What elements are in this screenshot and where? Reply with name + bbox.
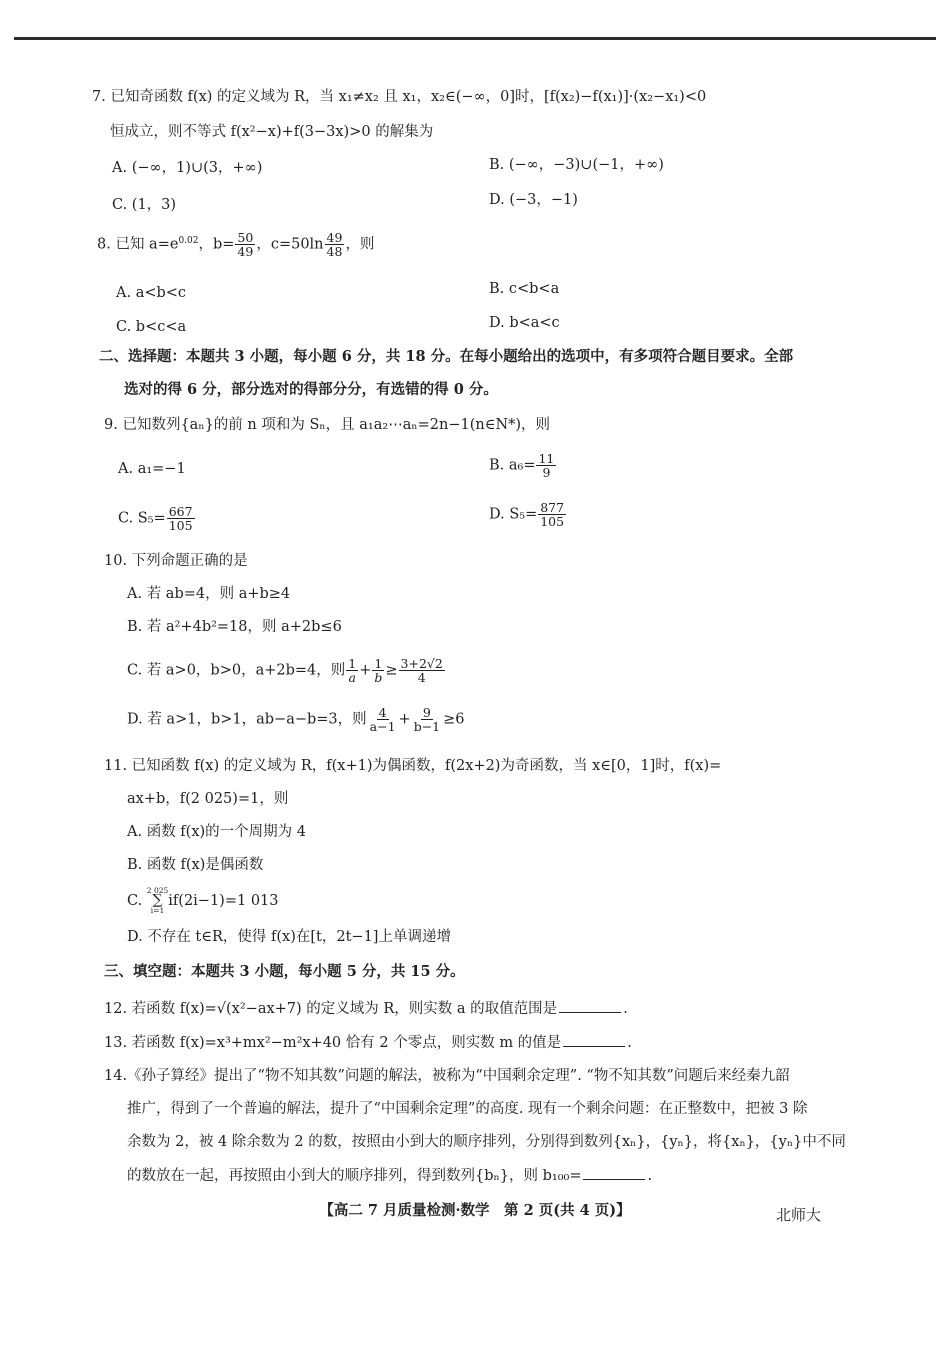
- q9-option-d-numerator: 877: [540, 500, 565, 515]
- q13-stem: [104, 1034, 632, 1052]
- q11-option-c-sigma: ∑: [152, 892, 163, 909]
- q10-option-c-fraction3: [399, 657, 445, 684]
- q10-option-c-plus: +: [359, 662, 372, 679]
- q9-option-b-prefix: B. a₆=: [489, 457, 536, 474]
- q9-option-b-numerator: 11: [538, 451, 555, 466]
- q7-option-b: B. (−∞，−3)∪(−1，+∞): [489, 157, 664, 173]
- q10-option-d-fraction2: [412, 706, 442, 733]
- q10-option-c-fraction2: [372, 657, 384, 684]
- q8-c-denominator: 48: [326, 244, 343, 260]
- q7-option-a: A. (−∞，1)∪(3，+∞): [112, 160, 263, 176]
- q11-option-c-sum-upper: 2 025: [146, 886, 169, 895]
- q11-option-b: B. 函数 f(x)是偶函数: [127, 857, 264, 873]
- q10-option-d-f1-numerator: 4: [378, 705, 387, 720]
- page-footer: 【高二 7 月质量检测·数学 第 2 页(共 4 页)】: [319, 1202, 631, 1219]
- q10-option-c-ge: ≥: [385, 662, 398, 679]
- q7-stem-line1: 7. 已知奇函数 f(x) 的定义域为 R，当 x₁≠x₂ 且 x₁，x₂∈(−∞，0]时，[f(x₂)−f(x₁)]·(x₂−x₁)<0: [92, 89, 707, 105]
- q12-period: .: [623, 1001, 628, 1017]
- q9-option-c: [118, 505, 196, 532]
- q9-stem: 9. 已知数列{aₙ}的前 n 项和为 Sₙ，且 a₁a₂⋯aₙ=2n−1(n∈N*)，则: [104, 417, 551, 433]
- q10-option-d-f2-denominator: b−1: [413, 719, 441, 735]
- q11-option-c-prefix: C.: [127, 892, 147, 909]
- q8-suffix: ，则: [345, 236, 375, 253]
- q10-option-b: B. 若 a²+4b²=18，则 a+2b≤6: [127, 619, 342, 635]
- q13-period: .: [627, 1035, 632, 1051]
- q7-stem-line2: 恒成立，则不等式 f(x²−x)+f(3−3x)>0 的解集为: [110, 124, 434, 140]
- q14-stem-line2: 推广，得到了一个普遍的解法，提升了“中国剩余定理”的高度. 现有一个剩余问题：在正整数中，把被 3 除: [127, 1101, 808, 1117]
- q11-option-c-summation: [147, 887, 168, 915]
- q10-option-c-f3-numerator: 3+2√2: [400, 656, 443, 671]
- q14-stem-line4: [127, 1167, 652, 1185]
- q8-c-fraction: [325, 231, 345, 258]
- q10-option-c-f1-numerator: 1: [348, 656, 357, 671]
- q9-option-d-denominator: 105: [540, 514, 565, 530]
- q12-answer-blank[interactable]: [559, 1000, 621, 1013]
- q10-option-d-plus: +: [398, 711, 411, 728]
- q11-option-c: [127, 887, 279, 915]
- q10-option-d-tail: ≥6: [443, 711, 465, 728]
- q7-option-d: D. (−3，−1): [489, 192, 578, 208]
- q8-option-c: C. b<c<a: [116, 319, 187, 335]
- q14-stem-line3: 余数为 2，被 4 除余数为 2 的数，按照由小到大的顺序排列，分别得到数列{xₙ}，{yₙ}，将{xₙ}，{yₙ}中不同: [127, 1134, 846, 1150]
- q9-option-c-prefix: C. S₅=: [118, 510, 166, 527]
- q8-prefix: 8. 已知 a=e: [97, 236, 179, 253]
- q8-exponent: 0.02: [178, 235, 199, 246]
- top-border-line: [14, 37, 936, 40]
- q8-option-d: D. b<a<c: [489, 315, 560, 331]
- q8-b-denominator: 49: [237, 244, 254, 260]
- q9-option-d-fraction: [538, 501, 566, 528]
- q12-text: 12. 若函数 f(x)=√(x²−ax+7) 的定义域为 R，则实数 a 的取值范围是: [104, 1001, 558, 1017]
- q11-option-d: D. 不存在 t∈R，使得 f(x)在[t，2t−1]上单调递增: [127, 929, 451, 945]
- q11-option-c-rest: if(2i−1)=1 013: [168, 892, 279, 909]
- q10-option-d: [127, 706, 465, 733]
- q9-option-c-numerator: 667: [168, 504, 193, 519]
- section2-heading-line2: 选对的得 6 分，部分选对的得部分分，有选错的得 0 分。: [124, 381, 498, 398]
- q10-option-c-f3-denominator: 4: [417, 670, 426, 686]
- q10-option-d-prefix: D. 若 a>1，b>1，ab−a−b=3，则: [127, 711, 367, 728]
- q7-option-c: C. (1，3): [112, 197, 177, 213]
- q9-option-a: A. a₁=−1: [118, 461, 186, 477]
- q10-option-c: [127, 657, 446, 684]
- publisher-brand: 北师大: [776, 1206, 822, 1224]
- q10-option-a: A. 若 ab=4，则 a+b≥4: [127, 586, 291, 602]
- q11-option-a: A. 函数 f(x)的一个周期为 4: [127, 824, 306, 840]
- q10-option-c-fraction1: [346, 657, 358, 684]
- q8-mid1: ，b=: [198, 236, 235, 253]
- q8-c-numerator: 49: [326, 230, 343, 245]
- q9-option-c-fraction: [167, 505, 195, 532]
- q11-stem-line2: ax+b，f(2 025)=1，则: [127, 791, 289, 807]
- q14-answer-blank[interactable]: [583, 1167, 645, 1180]
- q8-stem: [97, 231, 374, 258]
- q9-option-b: [489, 452, 557, 479]
- q13-text: 13. 若函数 f(x)=x³+mx²−m²x+40 恰有 2 个零点，则实数 m 的值是: [104, 1035, 562, 1051]
- q8-mid2: ，c=50ln: [256, 236, 324, 253]
- section3-heading: 三、填空题：本题共 3 小题，每小题 5 分，共 15 分。: [104, 963, 465, 980]
- q8-option-b: B. c<b<a: [489, 281, 560, 297]
- q10-option-d-f1-denominator: a−1: [369, 719, 396, 735]
- q10-option-c-f2-numerator: 1: [374, 656, 383, 671]
- q10-option-d-f2-numerator: 9: [422, 705, 431, 720]
- q9-option-d: [489, 501, 567, 528]
- q14-stem-line1: 14.《孙子算经》提出了“物不知其数”问题的解法，被称为“中国剩余定理”. “物不知其数”问题后来经秦九韶: [104, 1068, 790, 1084]
- q10-option-d-fraction1: [368, 706, 398, 733]
- section2-heading-line1: 二、选择题：本题共 3 小题，每小题 6 分，共 18 分。在每小题给出的选项中，有多项符合题目要求。全部: [99, 348, 794, 365]
- q14-period: .: [647, 1168, 653, 1184]
- q9-option-d-prefix: D. S₅=: [489, 506, 538, 523]
- q9-option-b-fraction: [536, 452, 556, 479]
- q10-option-c-f1-denominator: a: [348, 670, 356, 686]
- q10-option-c-f2-denominator: b: [374, 670, 383, 686]
- q13-answer-blank[interactable]: [563, 1034, 625, 1047]
- q9-option-b-denominator: 9: [542, 465, 551, 481]
- q12-stem: [104, 1000, 628, 1018]
- q10-stem: 10. 下列命题正确的是: [104, 553, 248, 569]
- q14-text: 的数放在一起，再按照由小到大的顺序排列，得到数列{bₙ}，则 b₁₀₀=: [127, 1168, 582, 1184]
- q8-option-a: A. a<b<c: [116, 285, 187, 301]
- q11-option-c-sum-lower: i=1: [150, 906, 165, 916]
- q10-option-c-prefix: C. 若 a>0，b>0，a+2b=4，则: [127, 662, 346, 679]
- q8-b-fraction: [235, 231, 255, 258]
- q11-stem-line1: 11. 已知函数 f(x) 的定义域为 R，f(x+1)为偶函数，f(2x+2)为奇函数，当 x∈[0，1]时，f(x)=: [104, 758, 722, 774]
- q8-b-numerator: 50: [237, 230, 254, 245]
- q9-option-c-denominator: 105: [168, 518, 193, 534]
